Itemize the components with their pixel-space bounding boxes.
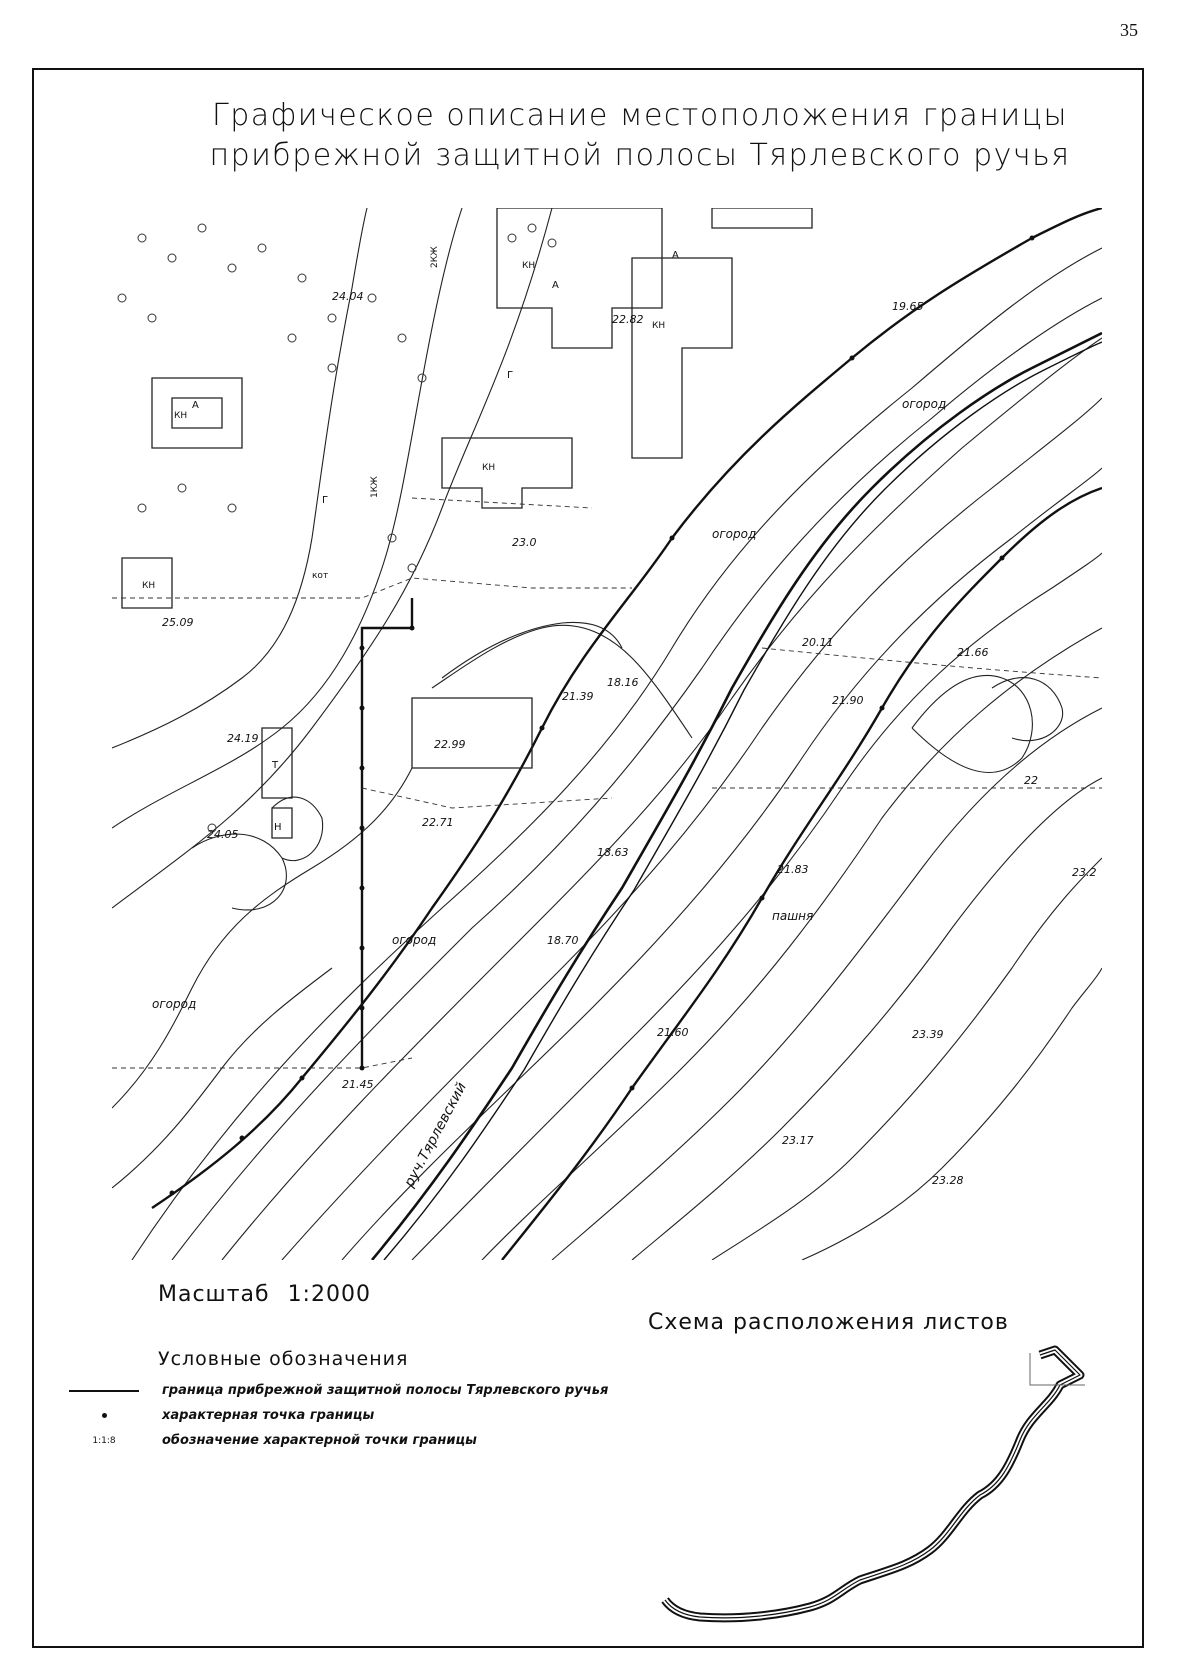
area-label: огород (902, 397, 947, 411)
elevation-label: 19.65 (892, 300, 924, 313)
topographic-map[interactable] (112, 208, 1102, 1260)
building-label: КН (142, 581, 156, 591)
area-label: пашня (772, 909, 814, 923)
page-number: 35 (1120, 20, 1138, 40)
area-label: огород (152, 997, 197, 1011)
elevation-label: 21.90 (832, 694, 864, 707)
sheet-layout-scheme (660, 1345, 1120, 1635)
building-label: 1КЖ (370, 476, 380, 498)
tree-symbols (118, 224, 556, 832)
elevation-label: 18.70 (547, 934, 579, 947)
elevation-label: 21.39 (562, 690, 594, 703)
building-label: кот (312, 571, 329, 581)
area-label: огород (392, 933, 437, 947)
legend-title: Условные обозначения (158, 1348, 409, 1370)
building-label: Н (274, 822, 282, 833)
scale-value: 1:2000 (287, 1282, 371, 1307)
legend-line-symbol (60, 1390, 148, 1392)
scale-caption (158, 1282, 371, 1307)
sheet-scheme-title: Схема расположения листов (648, 1310, 1009, 1335)
legend-item-point-code (60, 1433, 477, 1448)
legend-item-label: обозначение характерной точки границы (162, 1433, 477, 1448)
elevation-label: 23.0 (512, 536, 537, 549)
elevation-label: 21.66 (957, 646, 989, 659)
elevation-label: 21.83 (777, 863, 809, 876)
elevation-label: 23.17 (782, 1134, 814, 1147)
elevation-label: 23.39 (912, 1028, 944, 1041)
legend-item-label: характерная точка границы (162, 1408, 375, 1423)
title-line-2: прибрежной защитной полосы Тярлевского ручья (209, 138, 1071, 173)
elevation-label: 22.82 (612, 313, 644, 326)
building-label: КН (174, 411, 188, 421)
building-label: 2КЖ (430, 246, 440, 268)
building-label: Г (322, 495, 329, 506)
elevation-label: 20.11 (802, 636, 834, 649)
elevation-label: 22.99 (434, 738, 466, 751)
elevation-label: 24.19 (227, 732, 259, 745)
boundary-points (170, 236, 1035, 1196)
elevation-label: 21.60 (657, 1026, 689, 1039)
elevation-label: 25.09 (162, 616, 194, 629)
building-label: Т (272, 760, 279, 771)
area-label: огород (712, 527, 757, 541)
building-label: Г (507, 370, 514, 381)
building-label: КН (522, 261, 536, 271)
building-label: А (672, 250, 679, 261)
elevation-label: 18.16 (607, 676, 639, 689)
contour-lines (112, 208, 1102, 1260)
legend-item-label: граница прибрежной защитной полосы Тярлевского ручья (162, 1383, 609, 1398)
fences-roads (112, 498, 1102, 1068)
building-label: КН (482, 463, 496, 473)
title-line-1: Графическое описание местоположения границы (211, 98, 1069, 133)
elevation-label: 22.71 (422, 816, 454, 829)
elevation-label: 22 (1024, 774, 1038, 787)
legend-dot-symbol (60, 1413, 148, 1418)
buildings (122, 208, 812, 838)
legend-item-point (60, 1408, 374, 1423)
legend-code-symbol: 1:1:8 (92, 1435, 116, 1446)
map-labels (142, 246, 1097, 1191)
building-label: КН (652, 321, 666, 331)
stream-label: руч.Тярлевский (401, 1080, 470, 1190)
elevation-label: 23.28 (932, 1174, 964, 1187)
building-label: А (192, 400, 199, 411)
elevation-label: 24.04 (332, 290, 364, 303)
protection-strip-boundary (152, 208, 1102, 1260)
legend-item-boundary (60, 1383, 608, 1398)
building-label: А (552, 280, 559, 291)
elevation-label: 21.45 (342, 1078, 374, 1091)
elevation-label: 23.2 (1072, 866, 1097, 879)
elevation-label: 18.63 (597, 846, 629, 859)
elevation-label: 24.05 (207, 828, 239, 841)
scale-label: Масштаб (158, 1282, 270, 1307)
